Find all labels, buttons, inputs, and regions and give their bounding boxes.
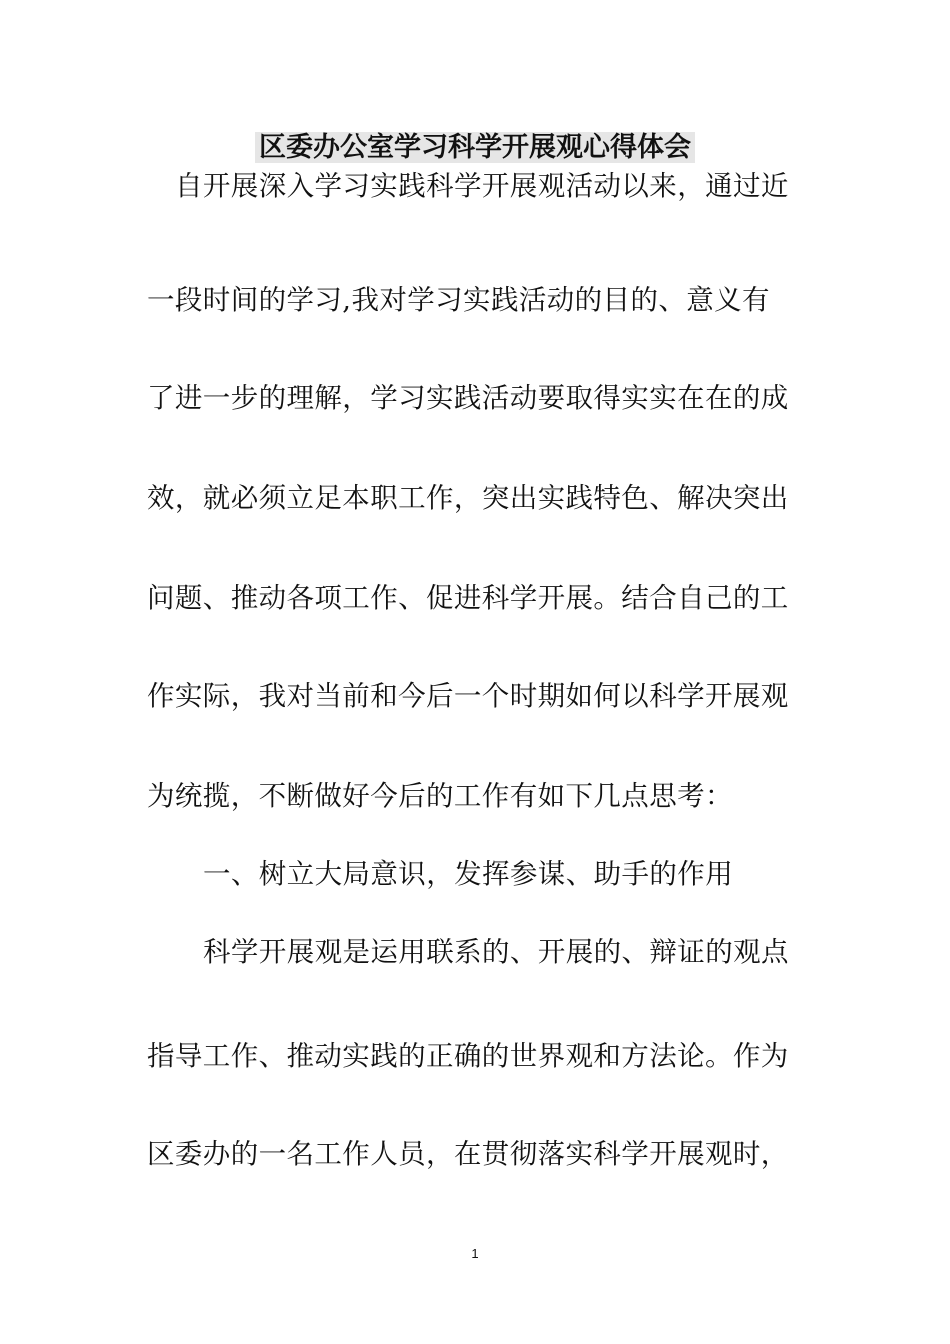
paragraph-line: 为统揽，不断做好今后的工作有如下几点思考： xyxy=(147,780,733,812)
paragraph-line: 效，就必须立足本职工作，突出实践特色、解决突出 xyxy=(147,482,789,514)
paragraph-line: 自开展深入学习实践科学开展观活动以来，通过近 xyxy=(175,170,789,202)
paragraph-line: 科学开展观是运用联系的、开展的、辩证的观点 xyxy=(203,936,789,968)
paragraph-line: 作实际，我对当前和今后一个时期如何以科学开展观 xyxy=(147,680,789,712)
paragraph-line: 问题、推动各项工作、促进科学开展。结合自己的工 xyxy=(147,582,789,614)
section-heading: 一、树立大局意识，发挥参谋、助手的作用 xyxy=(203,858,734,890)
page-number: 1 xyxy=(471,1246,479,1261)
document-title: 区委办公室学习科学开展观心得体会 xyxy=(0,128,950,168)
paragraph-line: 一段时间的学习,我对学习实践活动的目的、意义有 xyxy=(147,284,770,316)
paragraph-line: 区委办的一名工作人员，在贯彻落实科学开展观时， xyxy=(147,1138,789,1170)
paragraph-line: 指导工作、推动实践的正确的世界观和方法论。作为 xyxy=(147,1040,789,1072)
paragraph-line: 了进一步的理解，学习实践活动要取得实实在在的成 xyxy=(147,382,789,414)
